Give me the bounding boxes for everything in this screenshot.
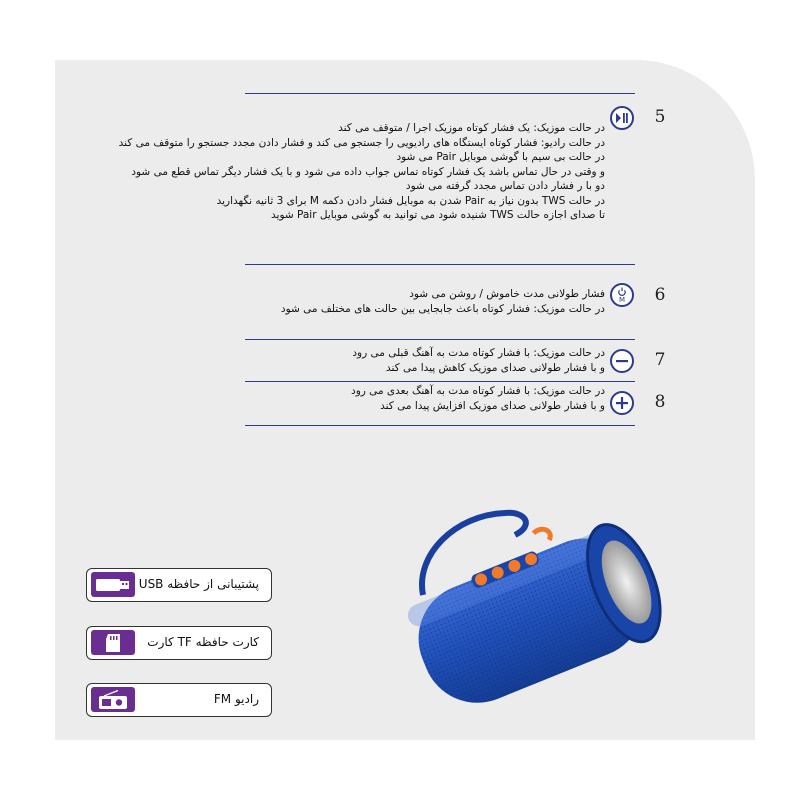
divider [245,264,635,265]
divider [245,339,635,340]
description-line: در حالت موزیک: با فشار کوتاه مدت به آهنگ قبلی می رود [352,347,605,359]
plus-icon [610,391,634,415]
description-line: در حالت موزیک: فشار کوتاه باعث جابجایی بین حالت های مختلف می شود [280,302,605,315]
divider [245,93,635,94]
description-line: و با فشار طولانی صدای موزیک افزایش پیدا می کند [380,399,605,412]
sd-card-icon [91,630,135,655]
description-line: و با فشار طولانی صدای موزیک کاهش پیدا می کند [385,361,605,374]
power-mode-icon [610,283,634,307]
svg-text:M: M [618,296,626,303]
item-description [281,287,605,316]
description-line: تا صدای اجازه حالت TWS شنیده شود می توانید به گوشی موبایل Pair شوید [271,209,605,221]
minus-icon [610,349,634,373]
divider [245,425,635,426]
play-pause-icon [610,106,634,130]
radio-icon [91,687,135,712]
feature-fm-radio [86,683,272,717]
description-line: در حالت بی سیم با گوشی موبایل Pair می شود [396,151,605,163]
divider [245,381,635,382]
item-description [119,121,605,223]
item-number: 7 [654,350,666,370]
speaker-image [395,495,695,725]
feature-label: پشتیبانی از حافظه USB [138,577,259,591]
item-number: 5 [654,107,666,127]
item-description [351,384,605,413]
item-number: 8 [654,392,666,412]
description-line: در حالت TWS بدون نیاز به Pair شدن به موبایل فشار دادن دکمه M برای 3 ثانیه نگهدارید [216,194,605,207]
description-line: در حالت موزیک: با فشار کوتاه مدت به آهنگ بعدی می رود [351,385,605,397]
description-line: در حالت موزیک: یک فشار کوتاه موزیک اجرا / متوقف می کند [338,122,605,134]
description-line: دو با ر فشار دادن تماس مجدد گرفته می شود [405,180,605,192]
usb-drive-icon [91,572,135,597]
description-line: و وقتی در حال تماس باشد یک فشار کوتاه تماس جواب داده می شود و با یک فشار دیگر تماس قطع می شود [131,165,605,178]
item-number: 6 [654,285,666,305]
item-description [352,346,605,375]
feature-tf-card [86,626,272,660]
feature-usb [86,568,272,602]
description-line: فشار طولانی مدت خاموش / روشن می شود [409,288,605,300]
feature-label: رادیو FM [213,692,259,706]
description-line: در حالت رادیو: فشار کوتاه ایستگاه های رادیویی را جستجو می کند و فشار دادن مجدد جستجو را متوقف می کند [118,136,605,149]
feature-label: کارت حافظه TF کارت [147,635,259,649]
